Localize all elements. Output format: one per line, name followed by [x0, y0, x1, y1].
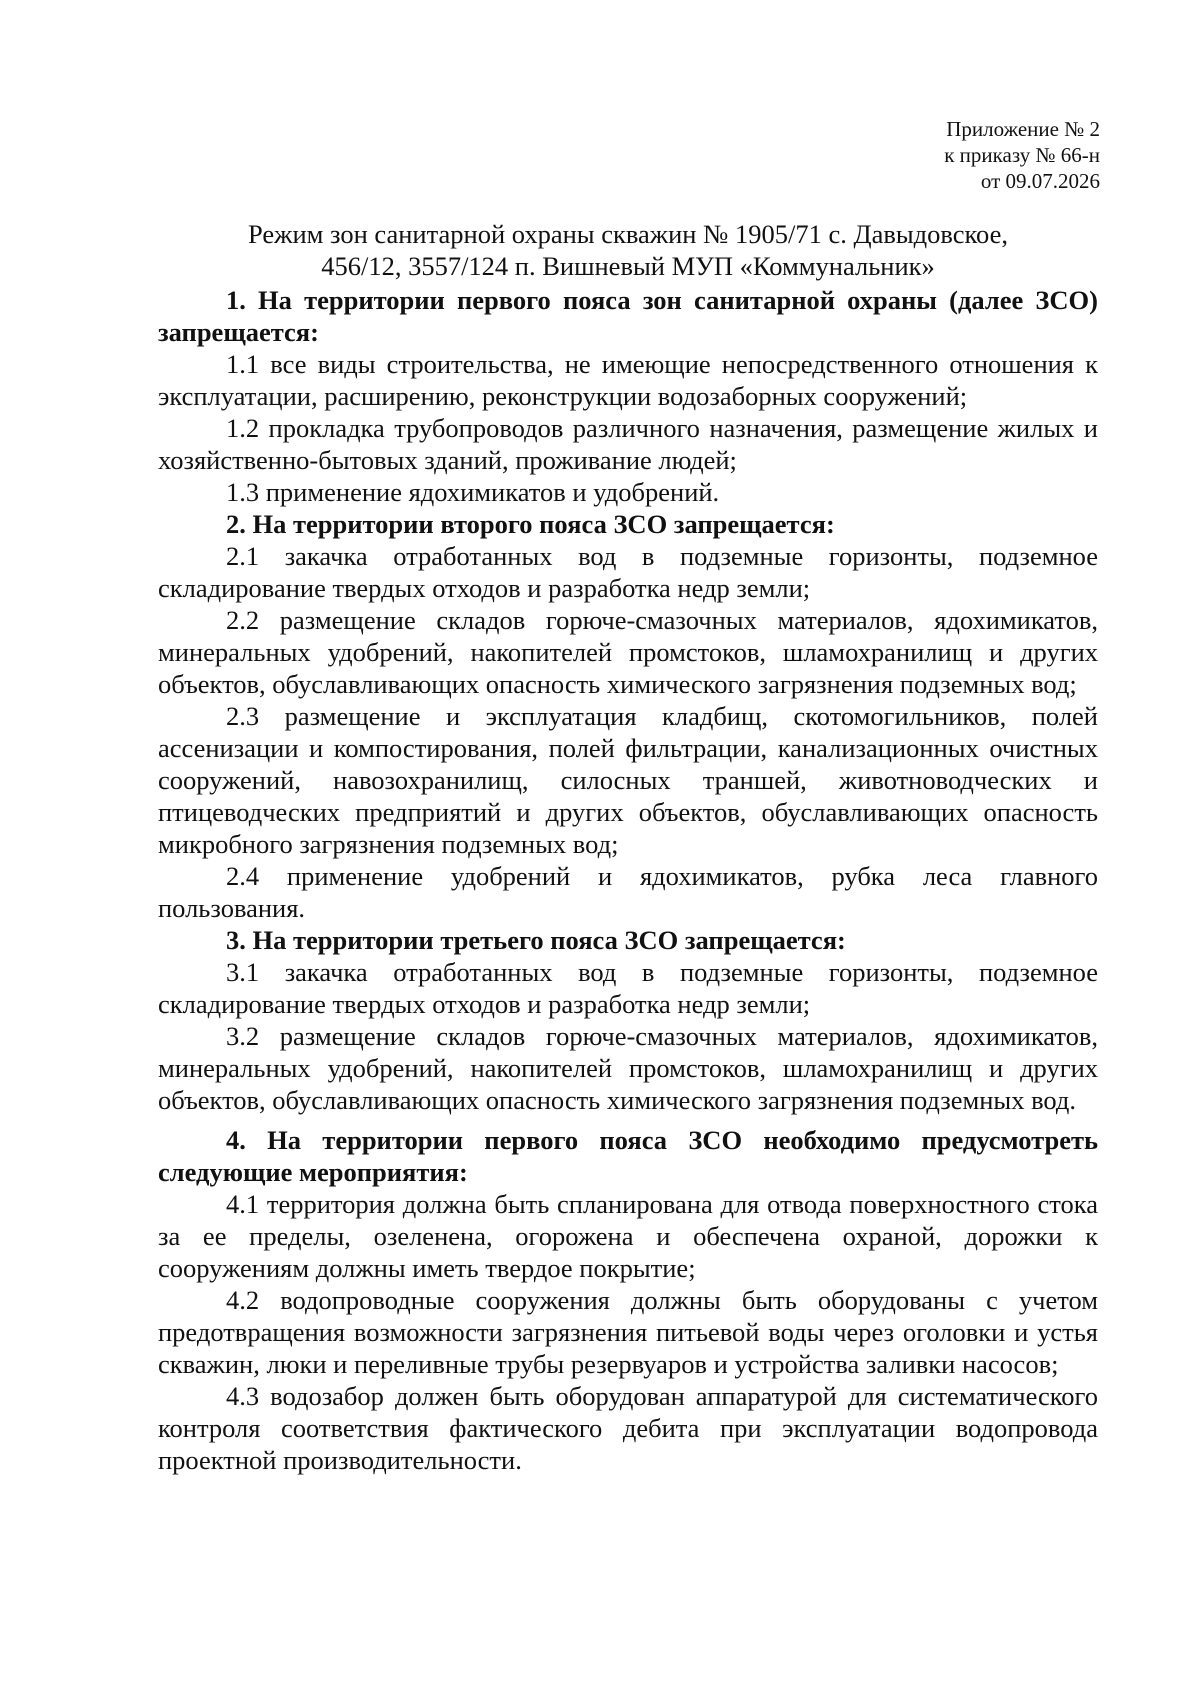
- section-1-heading: 1. На территории первого пояса зон санитарной охраны (далее ЗСО) запрещается:: [158, 285, 1098, 347]
- document-title-line-1: Режим зон санитарной охраны скважин № 1905/71 с. Давыдовское,: [248, 219, 1008, 249]
- section-4-heading: 4. На территории первого пояса ЗСО необходимо предусмотреть следующие мероприятия:: [158, 1125, 1098, 1187]
- document-title-line-2: 456/12, 3557/124 п. Вишневый МУП «Коммунальник»: [321, 251, 935, 281]
- section-3-item-2: 3.2 размещение складов горюче-смазочных материалов, ядохимикатов, минеральных удобрений, накопителей промстоков, шламохранилищ и других объектов, обуславливающих опасность химического загрязнения подземных вод.: [158, 1021, 1098, 1115]
- annex-header: [944, 116, 1100, 194]
- section-2-item-3: 2.3 размещение и эксплуатация кладбищ, скотомогильников, полей ассенизации и компостирования, полей фильтрации, канализационных очистных сооружений, навозохранилищ, силосных траншей, животноводческих и птицеводческих предприятий и других объектов, обуславливающих опасность микробного загрязнения подземных вод;: [158, 701, 1098, 859]
- section-1-item-3: 1.3 применение ядохимикатов и удобрений.: [226, 477, 720, 507]
- annex-date: от 09.07.2026: [980, 169, 1100, 193]
- section-4-item-3: 4.3 водозабор должен быть оборудован аппаратурой для систематического контроля соответствия фактического дебита при эксплуатации водопровода проектной производительности.: [158, 1381, 1098, 1475]
- section-2-item-4: 2.4 применение удобрений и ядохимикатов, рубка леса главного пользования.: [158, 861, 1098, 923]
- annex-number: Приложение № 2: [946, 117, 1100, 141]
- section-1-item-2: 1.2 прокладка трубопроводов различного назначения, размещение жилых и хозяйственно-бытовых зданий, проживание людей;: [158, 413, 1098, 475]
- section-2-item-2: 2.2 размещение складов горюче-смазочных материалов, ядохимикатов, минеральных удобрений, накопителей промстоков, шламохранилищ и других объектов, обуславливающих опасность химического загрязнения подземных вод;: [158, 605, 1098, 699]
- section-2-item-1: 2.1 закачка отработанных вод в подземные горизонты, подземное складирование твердых отходов и разработка недр земли;: [158, 541, 1098, 603]
- section-4-item-1: 4.1 территория должна быть спланирована для отвода поверхностного стока за ее пределы, озеленена, огорожена и обеспечена охраной, дорожки к сооружениям должны иметь твердое покрытие;: [158, 1189, 1098, 1283]
- section-2-heading: 2. На территории второго пояса ЗСО запрещается:: [226, 509, 835, 539]
- document-body: [158, 218, 1098, 1476]
- section-4-item-2: 4.2 водопроводные сооружения должны быть оборудованы с учетом предотвращения возможности загрязнения питьевой воды через оголовки и устья скважин, люки и переливные трубы резервуаров и устройства заливки насосов;: [158, 1285, 1098, 1379]
- section-3-item-1: 3.1 закачка отработанных вод в подземные горизонты, подземное складирование твердых отходов и разработка недр земли;: [158, 957, 1098, 1019]
- document-title: [158, 218, 1098, 282]
- section-3-heading: 3. На территории третьего пояса ЗСО запрещается:: [226, 925, 846, 955]
- annex-order-reference: к приказу № 66-н: [944, 143, 1100, 167]
- section-1-item-1: 1.1 все виды строительства, не имеющие непосредственного отношения к эксплуатации, расширению, реконструкции водозаборных сооружений;: [158, 349, 1098, 411]
